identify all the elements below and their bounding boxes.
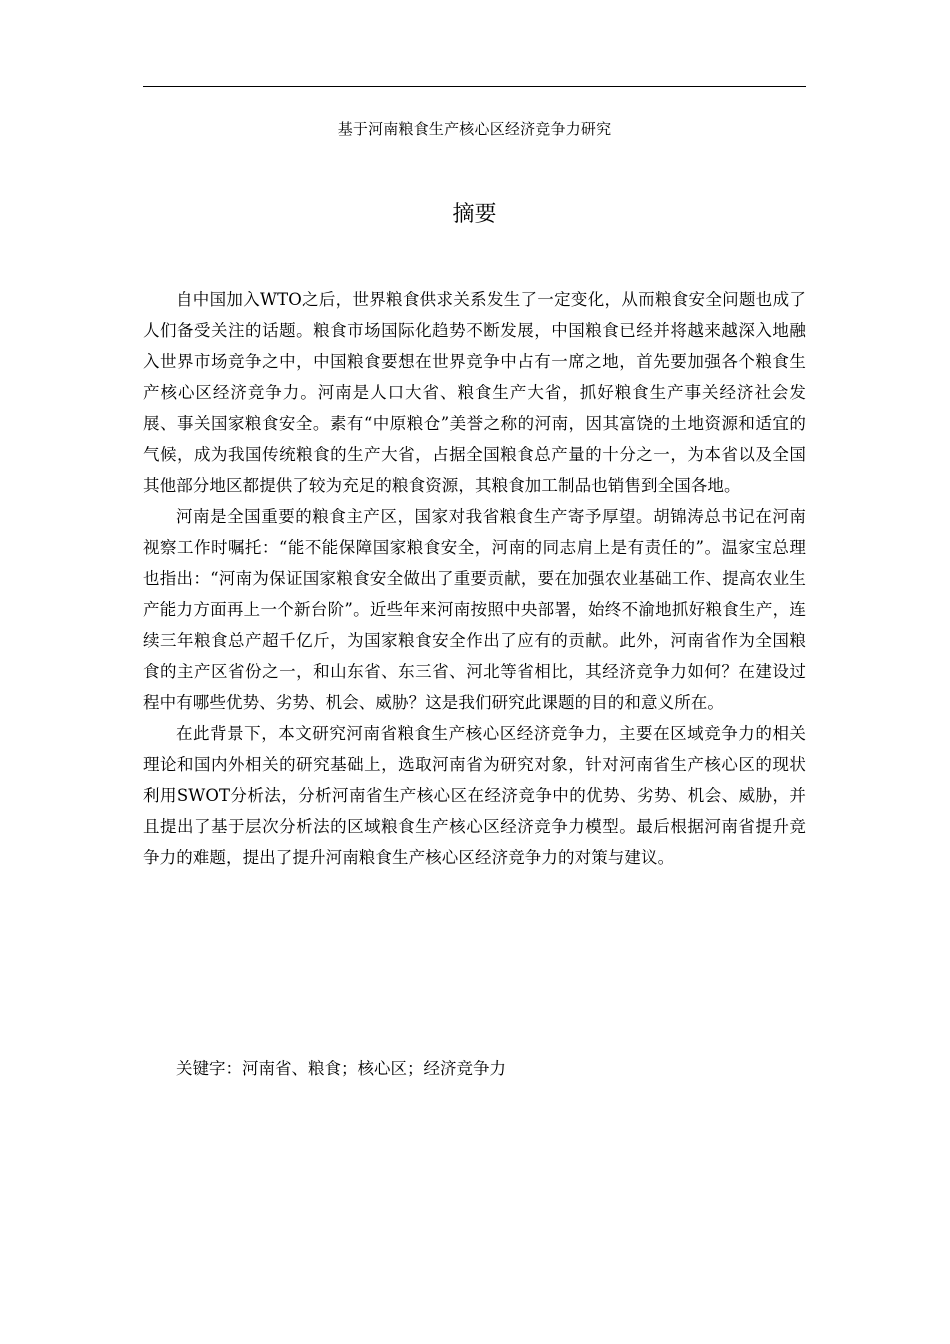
abstract-paragraph-2: 河南是全国重要的粮食主产区，国家对我省粮食生产寄予厚望。胡锦涛总书记在河南视察工作时嘱托：“能不能保障国家粮食安全，河南的同志肩上是有责任的”。温家宝总理也指出：“河南为保证国家粮食安全做出了重要贡献，要在加强农业基础工作、提高农业生产能力方面再上一个新台阶”。近些年来河南按照中央部署，始终不渝地抓好粮食生产，连续三年粮食总产超千亿斤，为国家粮食安全作出了应有的贡献。此外，河南省作为全国粮食的主产区省份之一，和山东省、东三省、河北等省相比，其经济竞争力如何？在建设过程中有哪些优势、劣势、机会、威胁？这是我们研究此课题的目的和意义所在。 — [143, 507, 806, 712]
abstract-heading: 摘要 — [452, 202, 497, 227]
keywords-line: 关键字：河南省、粮食；核心区；经济竞争力 — [176, 1059, 506, 1078]
running-title: 基于河南粮食生产核心区经济竞争力研究 — [337, 120, 612, 138]
abstract-paragraph-3: 在此背景下，本文研究河南省粮食生产核心区经济竞争力，主要在区域竞争力的相关理论和国内外相关的研究基础上，选取河南省为研究对象，针对河南省生产核心区的现状利用SWOT分析法，分析河南省生产核心区在经济竞争中的优势、劣势、机会、威胁，并且提出了基于层次分析法的区域粮食生产核心区经济竞争力模型。最后根据河南省提升竞争力的难题，提出了提升河南粮食生产核心区经济竞争力的对策与建议。 — [143, 724, 806, 867]
header-rule — [143, 86, 806, 87]
abstract-paragraph-1: 自中国加入WTO之后，世界粮食供求关系发生了一定变化，从而粮食安全问题也成了人们备受关注的话题。粮食市场国际化趋势不断发展，中国粮食已经并将越来越深入地融入世界市场竞争之中，中国粮食要想在世界竞争中占有一席之地，首先要加强各个粮食生产核心区经济竞争力。河南是人口大省、粮食生产大省，抓好粮食生产事关经济社会发展、事关国家粮食安全。素有“中原粮仓”美誉之称的河南，因其富饶的土地资源和适宜的气候，成为我国传统粮食的生产大省，占据全国粮食总产量的十分之一，为本省以及全国其他部分地区都提供了较为充足的粮食资源，其粮食加工制品也销售到全国各地。 — [143, 290, 806, 495]
abstract-body — [143, 284, 806, 873]
